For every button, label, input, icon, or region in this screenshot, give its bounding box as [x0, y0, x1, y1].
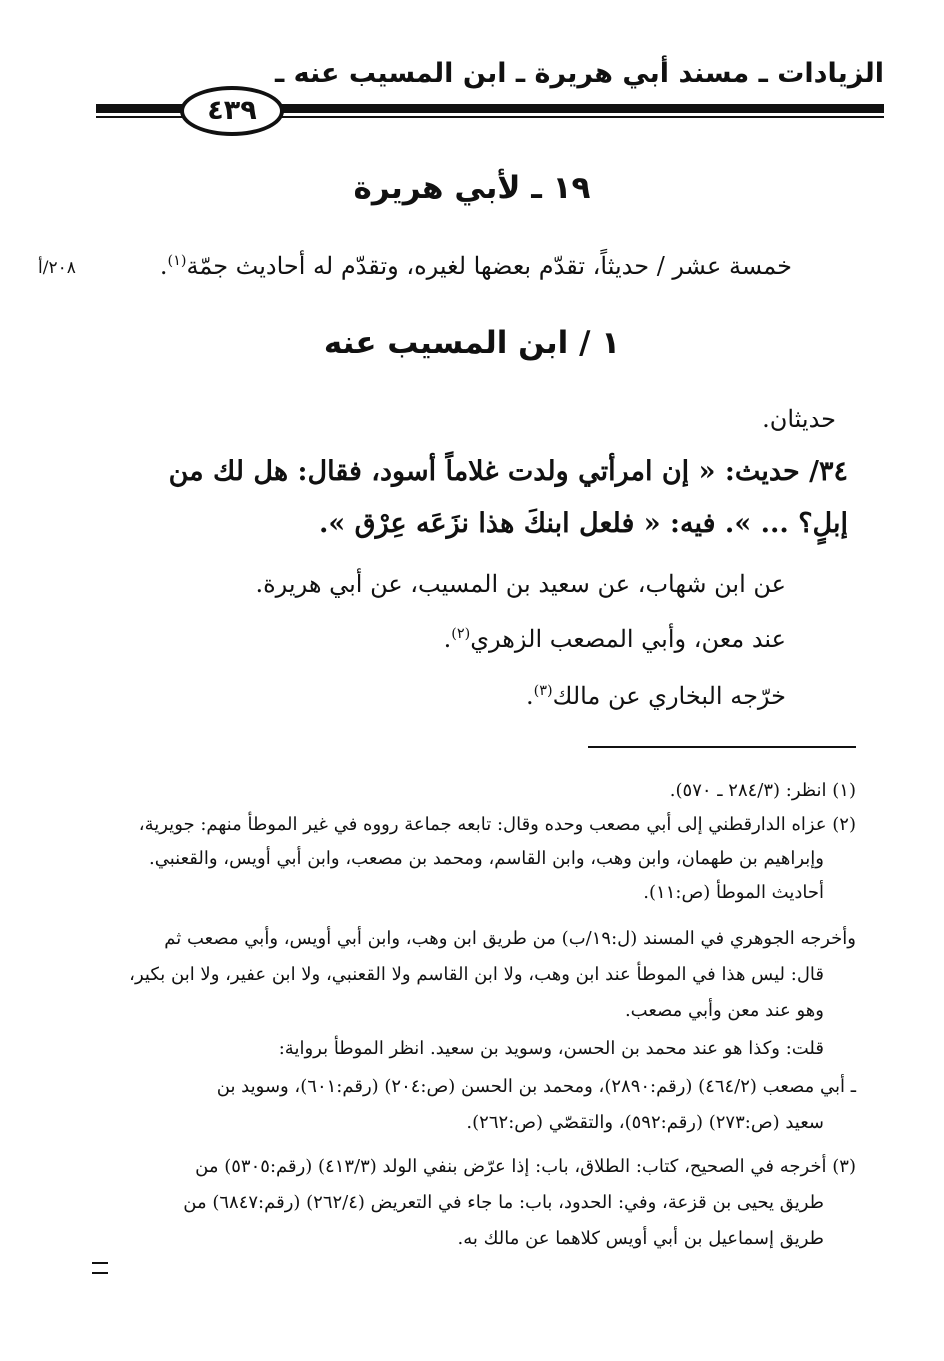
hadith-text-line-1: ٣٤/ حديث: « إن امرأتي ولدت غلاماً أسود، فقال: هل لك من — [168, 456, 848, 487]
section-intro — [160, 252, 792, 280]
footnote-3-line-2: طريق يحيى بن قزعة، وفي: الحدود، باب: ما جاء في التعريض (٢٦٢/٤) (رقم:٦٨٤٧) من — [183, 1192, 824, 1213]
footnote-separator — [588, 746, 856, 748]
intro-text: خمسة عشر / حديثاً، تقدّم بعضها لغيره، وتقدّم له أحاديث جمّة — [186, 252, 792, 280]
page-end-mark — [92, 1262, 108, 1274]
narrators-line — [444, 625, 786, 653]
footnote-2-line-5: قال: ليس هذا في الموطأ عند ابن وهب، ولا ابن القاسم ولا القعنبي، ولا ابن عفير، ولا ابن بكير، — [129, 964, 824, 985]
footnote-2-line-2: وإبراهيم بن طهمان، وابن وهب، وابن القاسم، ومحمد بن مصعب، وابن أبي أويس، والقعنبي. — [149, 848, 824, 869]
footnote-ref-3[interactable]: (٣) — [533, 683, 553, 699]
footnote-2-line-3: أحاديث الموطأ (ص:١١). — [643, 882, 824, 903]
footnote-2-line-6: وهو عند معن وأبي مصعب. — [624, 1000, 824, 1021]
footnote-2-line-9: سعيد (ص:٢٧٣) (رقم:٥٩٢)، والتقصّي (ص:٢٦٢). — [466, 1112, 824, 1133]
running-header: الزيادات ـ مسند أبي هريرة ـ ابن المسيب عنه ـ — [274, 58, 884, 89]
section-title: ١٩ ـ لأبي هريرة — [353, 170, 591, 206]
footnote-1: (١) انظر: (٢٨٤/٣ ـ ٥٧٠). — [669, 780, 856, 801]
footnote-2-line-4: وأخرجه الجوهري في المسند (ل:١٩/ب) من طريق ابن وهب، وابن أبي أويس، وأبي مصعب ثم — [164, 928, 856, 949]
footnote-3-line-1: (٣) أخرجه في الصحيح، كتاب: الطلاق، باب: إذا عرّض بنفي الولد (٤١٣/٣) (رقم:٥٣٠٥) من — [195, 1156, 856, 1177]
narrators-end: . — [443, 625, 452, 653]
isnad-chain: عن ابن شهاب، عن سعيد بن المسيب، عن أبي هريرة. — [255, 570, 786, 598]
intro-end: . — [159, 252, 168, 280]
footnote-2-line-1: (٢) عزاه الدارقطني إلى أبي مصعب وحده وقال: تابعه جماعة رووه في غير الموطأ منهم: جويرية، — [138, 814, 856, 835]
takhrij-end: . — [526, 682, 534, 710]
takhrij-text: خرّجه البخاري عن مالك — [552, 682, 786, 710]
margin-folio-ref: ٢٠٨/أ — [38, 258, 76, 278]
takhrij-line — [526, 682, 786, 710]
footnote-2-line-7: قلت: وكذا هو عند محمد بن الحسن، وسويد بن سعيد. انظر الموطأ برواية: — [278, 1038, 824, 1059]
page-number: ٤٣٩ — [180, 86, 284, 136]
footnote-3-line-3: طريق إسماعيل بن أبي أويس كلاهما عن مالك به. — [457, 1228, 824, 1249]
subsection-title: ١ / ابن المسيب عنه — [323, 325, 621, 361]
narrators-text: عند معن، وأبي المصعب الزهري — [470, 625, 786, 653]
footnote-ref-2[interactable]: (٢) — [451, 626, 471, 642]
footnote-ref-1[interactable]: (١) — [167, 253, 187, 269]
footnote-2-line-8: ـ أبي مصعب (٤٦٤/٢) (رقم:٢٨٩٠)، ومحمد بن الحسن (ص:٢٠٤) (رقم:٦٠١)، وسويد بن — [216, 1076, 856, 1097]
hadith-text-line-2: إبلٍ؟ ... ». فيه: « فلعل ابنكَ هذا نزَعَه عِرْق ». — [318, 508, 848, 539]
hadith-count: حديثان. — [762, 405, 836, 433]
